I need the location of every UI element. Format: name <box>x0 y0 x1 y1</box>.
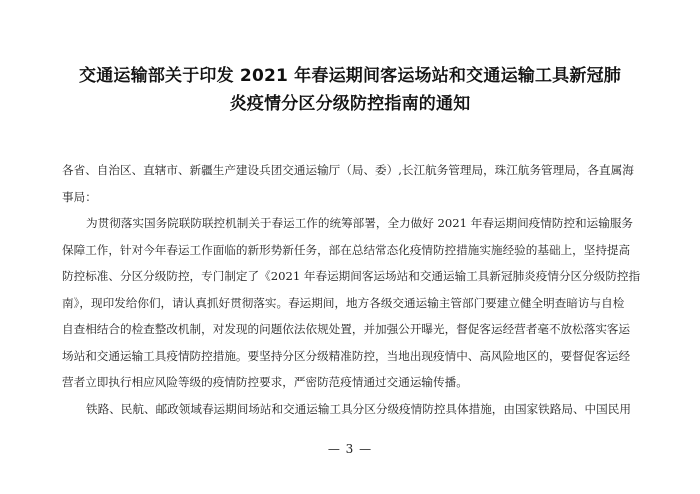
page-number: — 3 — <box>327 442 373 456</box>
salutation-line: 各省、自治区、直辖市、新疆生产建设兵团交通运输厅（局、委）,长江航务管理局，珠江航务管理局，各直属海 <box>62 163 634 177</box>
paragraph-line: 南》，现印发给你们，请认真抓好贯彻落实。春运期间，地方各级交通运输主管部门要建立健全明查暗访与自检 <box>62 295 625 310</box>
title-line: 炎疫情分区分级防控指南的通知 <box>229 94 471 114</box>
paragraph-line: 保障工作，针对今年春运工作面临的新形势新任务，部在总结常态化疫情防控措施实施经验的基础上，坚持提高 <box>62 242 631 257</box>
paragraph-line: 营者立即执行相应风险等级的疫情防控要求，严密防范疫情通过交通运输传播。 <box>62 375 468 389</box>
paragraph-line: 为贯彻落实国务院联防联控机制关于春运工作的统筹部署，全力做好 2021 年春运期间疫情防控和运输服务 <box>86 216 634 230</box>
paragraph-line: 自查相结合的检查整改机制，对发现的问题依法依规处置，并加强公开曝光，督促客运经营者毫不放松落实客运 <box>62 322 631 336</box>
title-line: 交通运输部关于印发 2021 年春运期间客运场站和交通运输工具新冠肺 <box>79 66 621 86</box>
document-body <box>62 157 660 422</box>
paragraph-line: 场站和交通运输工具疫情防控措施。要坚持分区分级精准防控，当地出现疫情中、高风险地区的，要督促客运经 <box>62 348 631 363</box>
salutation-line: 事局： <box>62 189 97 204</box>
paragraph-2 <box>62 396 660 423</box>
paragraph-line: 防控标准、分区分级防控，专门制定了《2021 年春运期间客运场站和交通运输工具新冠肺炎疫情分区分级防控指 <box>62 269 641 283</box>
salutation <box>62 157 660 210</box>
paragraph-1 <box>62 210 660 396</box>
paragraph-line: 铁路、民航、邮政领域春运期间场站和交通运输工具分区分级疫情防控具体措施，由国家铁路局、中国民用 <box>86 401 631 416</box>
document-title <box>40 62 660 118</box>
